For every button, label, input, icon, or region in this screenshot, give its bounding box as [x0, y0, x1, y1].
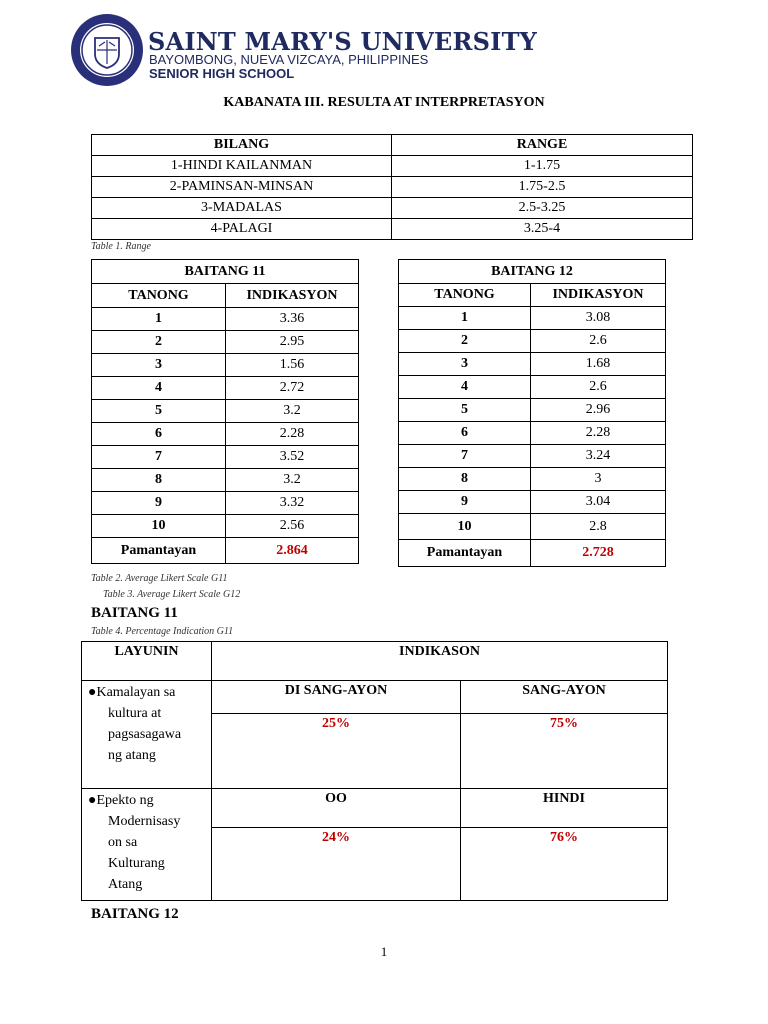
range-label: 4-PALAGI: [92, 219, 392, 240]
table-row: [399, 514, 666, 540]
indication-value: 3.32: [226, 492, 359, 515]
bullet-icon: ●: [88, 793, 97, 808]
indication-value: 2.95: [226, 331, 359, 354]
indication-value: 2.28: [226, 423, 359, 446]
table-row: [399, 445, 666, 468]
table-row: [92, 331, 359, 354]
g12-mean-value: 2.728: [531, 540, 666, 567]
objective-line: Epekto ng: [96, 793, 154, 808]
range-value: 3.25-4: [392, 219, 693, 240]
question-number: 9: [399, 491, 531, 514]
question-number: 2: [92, 331, 226, 354]
table-row: [92, 469, 359, 492]
table-row: [399, 330, 666, 353]
question-number: 5: [399, 399, 531, 422]
g12-header-tanong: TANONG: [399, 284, 531, 307]
indication-value: 3.52: [226, 446, 359, 469]
table-row: [399, 491, 666, 514]
question-number: 1: [92, 308, 226, 331]
question-number: 10: [399, 514, 531, 540]
question-number: 8: [399, 468, 531, 491]
percent-value: 25%: [212, 714, 461, 789]
g11-mean-value: 2.864: [226, 538, 359, 564]
header-indikason: INDIKASON: [212, 642, 668, 681]
university-seal: [69, 12, 145, 88]
question-number: 7: [92, 446, 226, 469]
table-row: [399, 422, 666, 445]
indication-value: 2.96: [531, 399, 666, 422]
university-name: SAINT MARY'S UNIVERSITY: [148, 27, 537, 56]
question-number: 6: [399, 422, 531, 445]
question-number: 7: [399, 445, 531, 468]
g12-mean-label: Pamantayan: [399, 540, 531, 567]
table1-caption: Table 1. Range: [91, 241, 151, 252]
percent-value: 76%: [461, 828, 668, 901]
table-row: [92, 377, 359, 400]
table-row-mean: [399, 540, 666, 567]
school-name: SENIOR HIGH SCHOOL: [149, 66, 295, 81]
indication-value: 2.6: [531, 376, 666, 399]
indication-value: 3.2: [226, 469, 359, 492]
question-number: 10: [92, 515, 226, 538]
table-row: [399, 399, 666, 422]
table2-caption: Table 2. Average Likert Scale G11: [91, 573, 228, 584]
indication-value: 3.24: [531, 445, 666, 468]
objective-line: ng atang: [108, 748, 156, 763]
objective-cell: [82, 681, 212, 789]
question-number: 1: [399, 307, 531, 330]
question-number: 4: [399, 376, 531, 399]
g11-header-tanong: TANONG: [92, 284, 226, 308]
range-label: 1-HINDI KAILANMAN: [92, 156, 392, 177]
question-number: 6: [92, 423, 226, 446]
g12-table: [398, 259, 666, 567]
page-number: 1: [380, 944, 388, 959]
table-row: [92, 219, 693, 240]
bullet-icon: ●: [88, 685, 97, 700]
objective-line: Modernisasy: [108, 814, 181, 829]
option-label: SANG-AYON: [461, 681, 668, 714]
table-row: [92, 156, 693, 177]
percent-value: 75%: [461, 714, 668, 789]
table-row: [92, 354, 359, 377]
indication-value: 2.72: [226, 377, 359, 400]
option-label: HINDI: [461, 789, 668, 828]
option-label: DI SANG-AYON: [212, 681, 461, 714]
section-heading-g11: BAITANG 11: [91, 605, 178, 621]
range-label: 2-PAMINSAN-MINSAN: [92, 177, 392, 198]
question-number: 3: [92, 354, 226, 377]
objective-line: pagsasagawa: [108, 727, 182, 742]
g11-table: [91, 259, 359, 564]
range-label: 3-MADALAS: [92, 198, 392, 219]
table-row: [92, 423, 359, 446]
indication-value: 3.36: [226, 308, 359, 331]
g11-header-indikasyon: INDIKASYON: [226, 284, 359, 308]
university-location: BAYOMBONG, NUEVA VIZCAYA, PHILIPPINES: [149, 52, 429, 67]
indication-value: 1.68: [531, 353, 666, 376]
table-row: [92, 492, 359, 515]
g12-title: BAITANG 12: [399, 260, 666, 284]
table-row: [92, 308, 359, 331]
table-row: [399, 307, 666, 330]
percent-table: [81, 641, 668, 901]
indication-value: 2.56: [226, 515, 359, 538]
range-header-bilang: BILANG: [92, 135, 392, 156]
option-label: OO: [212, 789, 461, 828]
objective-line: on sa: [108, 835, 138, 850]
question-number: 4: [92, 377, 226, 400]
header-layunin: LAYUNIN: [82, 642, 212, 681]
range-value: 1-1.75: [392, 156, 693, 177]
question-number: 8: [92, 469, 226, 492]
table-row: [92, 177, 693, 198]
range-value: 2.5-3.25: [392, 198, 693, 219]
table4-caption: Table 4. Percentage Indication G11: [91, 626, 234, 637]
indication-value: 3.2: [226, 400, 359, 423]
table-row: [399, 376, 666, 399]
indication-value: 1.56: [226, 354, 359, 377]
g11-mean-label: Pamantayan: [92, 538, 226, 564]
objective-cell: [82, 789, 212, 901]
table-row: [399, 353, 666, 376]
table-row: [92, 198, 693, 219]
range-table: [91, 134, 693, 240]
range-header-range: RANGE: [392, 135, 693, 156]
indication-value: 3: [531, 468, 666, 491]
objective-line: Kulturang: [108, 856, 165, 871]
table-row: [92, 400, 359, 423]
table-row: [92, 515, 359, 538]
question-number: 2: [399, 330, 531, 353]
indication-value: 2.28: [531, 422, 666, 445]
g11-title: BAITANG 11: [92, 260, 359, 284]
indication-value: 2.8: [531, 514, 666, 540]
objective-line: kultura at: [108, 706, 162, 721]
g12-header-indikasyon: INDIKASYON: [531, 284, 666, 307]
table-row: [92, 446, 359, 469]
percent-value: 24%: [212, 828, 461, 901]
question-number: 3: [399, 353, 531, 376]
chapter-title: KABANATA III. RESULTA AT INTERPRETASYON: [223, 95, 545, 110]
section-heading-g12: BAITANG 12: [91, 906, 179, 922]
indication-value: 3.08: [531, 307, 666, 330]
question-number: 9: [92, 492, 226, 515]
indication-value: 2.6: [531, 330, 666, 353]
range-value: 1.75-2.5: [392, 177, 693, 198]
objective-line: Kamalayan sa: [96, 685, 176, 700]
question-number: 5: [92, 400, 226, 423]
table3-caption: Table 3. Average Likert Scale G12: [103, 589, 241, 600]
objective-line: Atang: [108, 877, 143, 892]
indication-value: 3.04: [531, 491, 666, 514]
table-row-mean: [92, 538, 359, 564]
table-row: [399, 468, 666, 491]
